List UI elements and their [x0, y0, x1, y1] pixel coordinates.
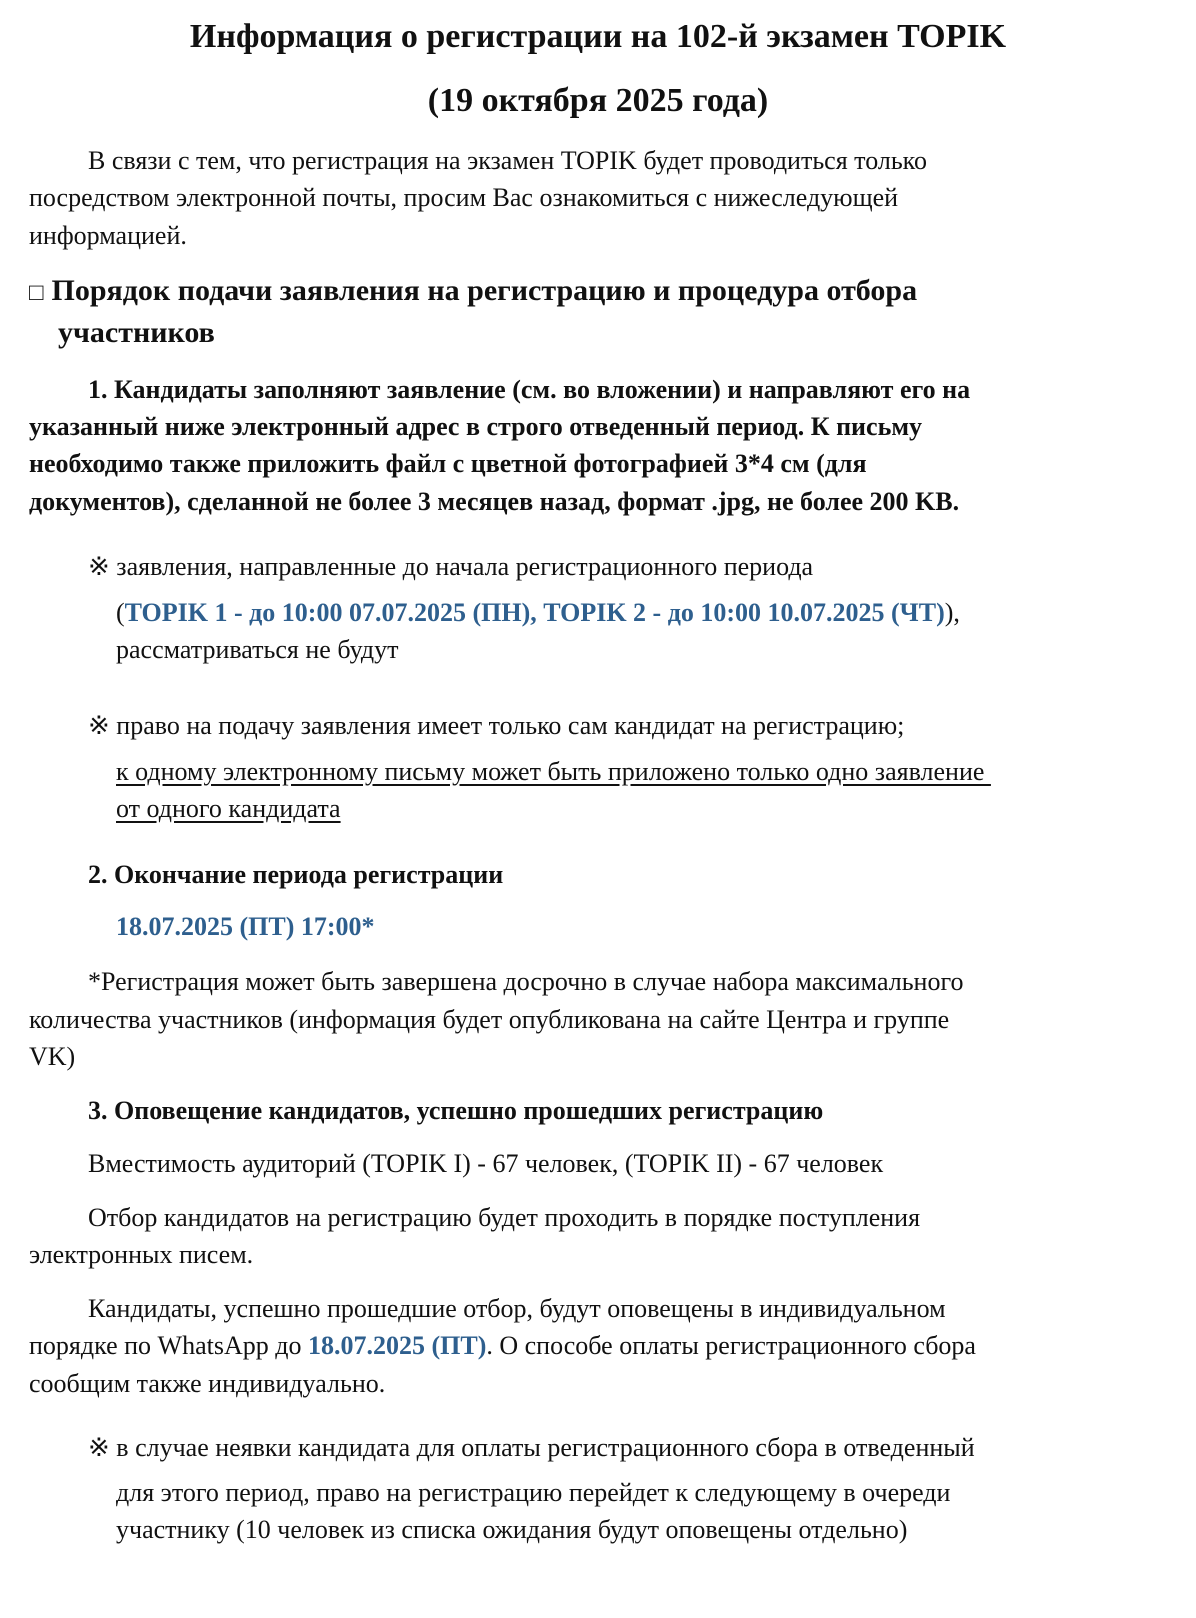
note2-line-3: от одного кандидата	[116, 794, 341, 823]
note1-open-paren: (	[116, 598, 125, 627]
note1-close-paren: ),	[944, 598, 960, 627]
section-heading-line-2: участников	[58, 316, 215, 349]
checkbox-bullet-icon: □	[29, 280, 44, 306]
note1-line-3: рассматриваться не будут	[116, 635, 399, 664]
note2-line-2: к одному электронному письму может быть приложено только одно заявление	[116, 757, 991, 786]
note1-text: заявления, направленные до начала регистрационного периода	[116, 552, 814, 581]
reference-mark-icon: ※	[88, 711, 110, 740]
section-heading-line-1	[29, 273, 917, 311]
intro-line-3: информацией.	[29, 221, 187, 250]
section-heading-text: Порядок подачи заявления на регистрацию и процедура отбора	[51, 274, 918, 307]
item3-capacity: Вместимость аудиторий (TOPIK I) - 67 человек, (TOPIK II) - 67 человек	[88, 1149, 884, 1178]
item3-notify-pre: порядке по WhatsApp до	[29, 1331, 308, 1360]
page-title: Информация о регистрации на 102-й экзамен TOPIK	[189, 18, 1007, 55]
item1-line-1: 1. Кандидаты заполняют заявление (см. во вложении) и направляют его на	[88, 375, 971, 404]
note3-line-1	[88, 1432, 975, 1464]
item3-notify-line-3: сообщим также индивидуально.	[29, 1369, 386, 1398]
item3-selection-line-1: Отбор кандидатов на регистрацию будет проходить в порядке поступления	[88, 1203, 921, 1232]
item3-selection-line-2: электронных писем.	[29, 1240, 254, 1269]
reference-mark-icon: ※	[88, 552, 110, 581]
note2-text: право на подачу заявления имеет только сам кандидат на регистрацию;	[116, 711, 905, 740]
intro-line-1: В связи с тем, что регистрация на экзамен TOPIK будет проводиться только	[88, 146, 927, 175]
intro-line-2: посредством электронной почты, просим Вас ознакомиться с нижеследующей	[29, 183, 899, 212]
note2-line-1	[88, 710, 904, 742]
note1-line-1	[88, 551, 813, 583]
item2-heading: 2. Окончание периода регистрации	[88, 860, 504, 889]
item3-heading: 3. Оповещение кандидатов, успешно прошедших регистрацию	[88, 1096, 824, 1125]
item1-line-4: документов), сделанной не более 3 месяцев назад, формат .jpg, не более 200 KB.	[29, 487, 960, 516]
reference-mark-icon: ※	[88, 1433, 110, 1462]
note1-line-2	[116, 597, 960, 629]
item2-footnote-line-2: количества участников (информация будет опубликована на сайте Центра и группе	[29, 1005, 950, 1034]
item2-footnote-line-1: *Регистрация может быть завершена досрочно в случае набора максимального	[88, 967, 964, 996]
item1-line-2: указанный ниже электронный адрес в строго отведенный период. К письму	[29, 412, 923, 441]
note3-line-2: для этого период, право на регистрацию перейдет к следующему в очереди	[116, 1478, 951, 1507]
registration-deadline: 18.07.2025 (ПТ) 17:00*	[116, 912, 375, 941]
item3-notify-post: . О способе оплаты регистрационного сбора	[486, 1331, 976, 1360]
item2-footnote-line-3: VK)	[29, 1042, 76, 1071]
item1-line-3: необходимо также приложить файл с цветной фотографией 3*4 см (для	[29, 449, 867, 478]
item3-notify-line-2	[29, 1330, 976, 1362]
item3-notify-line-1: Кандидаты, успешно прошедшие отбор, будут оповещены в индивидуальном	[88, 1294, 946, 1323]
note3-line-3: участнику (10 человек из списка ожидания будут оповещены отдельно)	[116, 1515, 908, 1544]
page-subtitle-date: (19 октября 2025 года)	[427, 82, 769, 119]
notification-date: 18.07.2025 (ПТ)	[307, 1331, 487, 1360]
note1-dates: TOPIK 1 - до 10:00 07.07.2025 (ПН), TOPIK 2 - до 10:00 10.07.2025 (ЧТ)	[124, 598, 945, 627]
note3-text: в случае неявки кандидата для оплаты регистрационного сбора в отведенный	[116, 1433, 975, 1462]
